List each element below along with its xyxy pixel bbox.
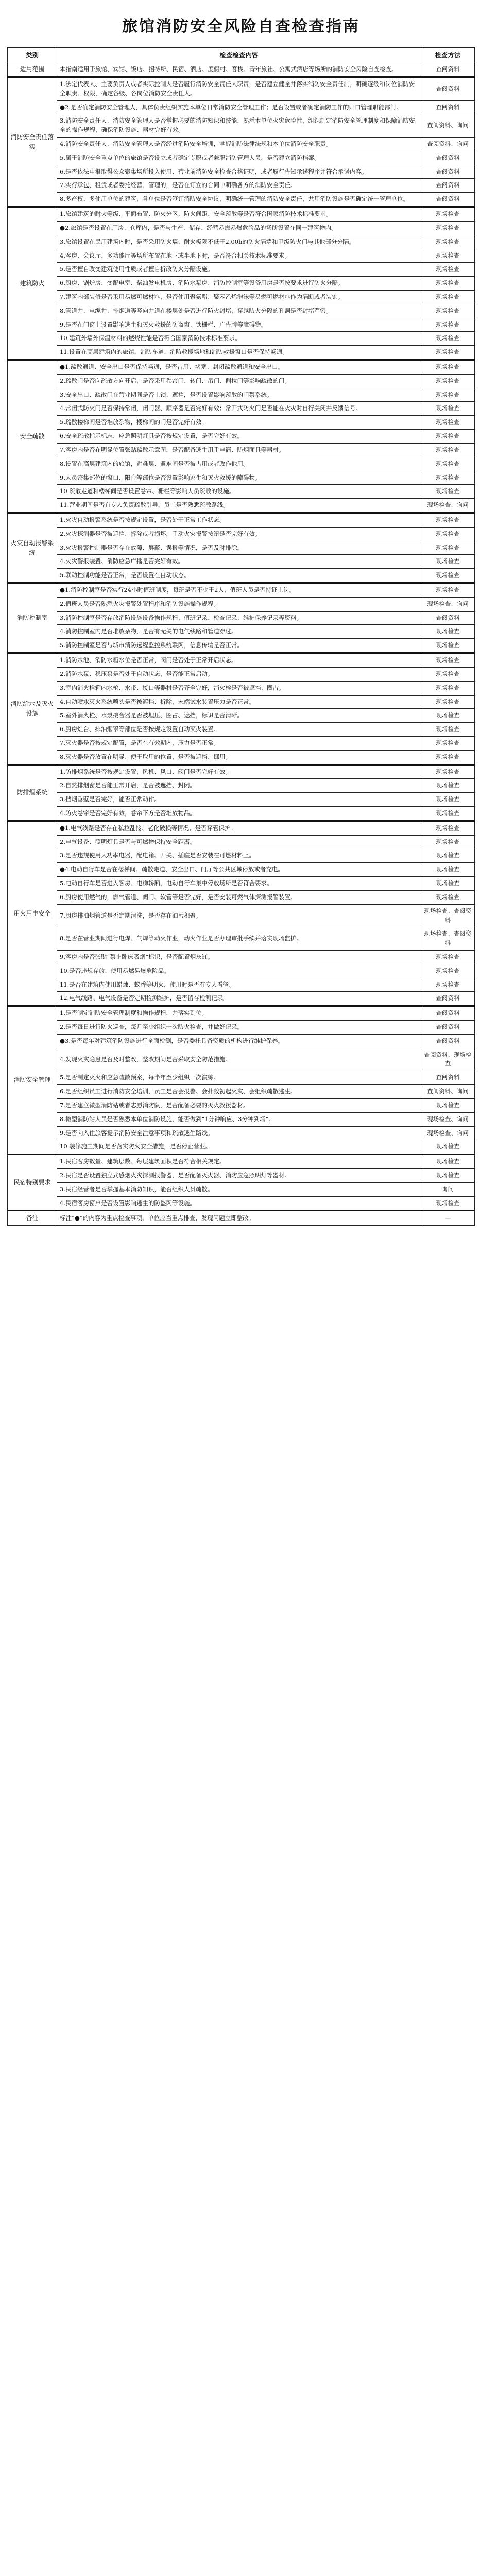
table-row — [8, 1126, 475, 1140]
method-cell: 现场检查 — [421, 978, 475, 992]
content-cell: 3.火灾报警控制器是否存在故障、屏蔽、误报等情况，是否及时排除。 — [57, 541, 421, 555]
method-cell: 查阅资料 — [421, 179, 475, 193]
method-cell: 现场检查 — [421, 625, 475, 639]
method-cell: 现场检查 — [421, 346, 475, 360]
method-cell: 现场检查、询问 — [421, 597, 475, 611]
method-cell: 现场检查 — [421, 416, 475, 430]
content-cell: 4.消防控制室内是否堆放杂物，是否有无关的电气线路和管道穿过。 — [57, 625, 421, 639]
table-row — [8, 1071, 475, 1085]
method-cell: 查阅资料 — [421, 151, 475, 165]
method-cell: 现场检查 — [421, 235, 475, 249]
method-cell: 现场检查 — [421, 318, 475, 332]
content-cell: 6.厨房灶台、排油烟罩等部位是否按规定设置自动灭火装置。 — [57, 723, 421, 737]
table-row — [8, 625, 475, 639]
table-row — [8, 611, 475, 625]
table-row — [8, 1034, 475, 1048]
content-cell: 5.是否制定灭火和应急疏散预案，每半年至少组织一次演练。 — [57, 1071, 421, 1085]
table-row — [8, 583, 475, 598]
table-row — [8, 304, 475, 318]
method-cell: 现场检查 — [421, 249, 475, 263]
content-cell: 4.自动喷水灭火系统喷头是否被遮挡、拆除，末端试水装置压力是否正常。 — [57, 695, 421, 709]
method-cell: 现场检查 — [421, 821, 475, 835]
table-row — [8, 221, 475, 235]
table-row — [8, 1168, 475, 1182]
table-body — [8, 62, 475, 1226]
method-cell: 查阅资料 — [421, 611, 475, 625]
table-row — [8, 138, 475, 151]
content-cell: 5.电动自行车是否进入客房、电梯轿厢，电动自行车集中停放场所是否符合要求。 — [57, 877, 421, 891]
method-cell: 现场检查 — [421, 485, 475, 499]
table-row — [8, 877, 475, 891]
method-cell: 查阅资料、询问 — [421, 114, 475, 138]
table-row — [8, 179, 475, 193]
method-cell: 现场检查 — [421, 277, 475, 291]
content-cell: 2.消防水泵、稳压泵是否处于自动状态，是否能正常启动。 — [57, 667, 421, 681]
method-cell: 现场检查 — [421, 583, 475, 598]
content-cell: 10.建筑外墙外保温材料的燃烧性能是否符合国家消防技术标准要求。 — [57, 332, 421, 346]
method-cell: 现场检查 — [421, 374, 475, 388]
method-cell: 查阅资料 — [421, 165, 475, 179]
content-cell: 2.是否每日进行防火巡查，每月至少组织一次防火检查，并做好记录。 — [57, 1021, 421, 1035]
content-cell: 1.防排烟系统是否按规定设置，风机、风口、阀门是否完好有效。 — [57, 765, 421, 779]
table-row — [8, 277, 475, 291]
content-cell: 3.旅馆设置在民用建筑内时，是否采用防火墙、耐火极限不低于2.00h的防火隔墙和甲级防火门与其他部分分隔。 — [57, 235, 421, 249]
method-cell: 查阅资料 — [421, 100, 475, 114]
table-row — [8, 207, 475, 222]
table-row — [8, 499, 475, 513]
content-cell: ●1.电气线路是否存在私拉乱接、老化破损等情况，是否穿管保护。 — [57, 821, 421, 835]
table-row — [8, 569, 475, 583]
method-cell: 查阅资料 — [421, 1021, 475, 1035]
table-row — [8, 835, 475, 849]
content-cell: 11.是否在建筑内使用蜡烛、蚊香等明火，使用时是否有专人看管。 — [57, 978, 421, 992]
inspection-table — [7, 47, 475, 1226]
method-cell: 现场检查 — [421, 653, 475, 668]
category-cell: 火灾自动报警系统 — [8, 513, 57, 583]
content-cell: 4.发现火灾隐患是否及时整改，整改期间是否采取安全防范措施。 — [57, 1048, 421, 1071]
method-cell: 现场检查 — [421, 471, 475, 485]
method-cell: 现场检查 — [421, 964, 475, 978]
category-cell: 安全疏散 — [8, 360, 57, 513]
content-cell: 6.安全疏散指示标志、应急照明灯具是否按规定设置，是否完好有效。 — [57, 430, 421, 444]
table-row — [8, 151, 475, 165]
category-cell: 建筑防火 — [8, 207, 57, 360]
method-cell: 现场检查 — [421, 513, 475, 527]
method-cell: 现场检查 — [421, 207, 475, 222]
table-row — [8, 1196, 475, 1211]
table-row — [8, 388, 475, 402]
content-cell: 4.火灾警报装置、消防应急广播是否完好有效。 — [57, 555, 421, 569]
content-cell: 3.挡烟垂壁是否完好，能否正常动作。 — [57, 793, 421, 807]
content-cell: 1.民宿客房数量、建筑层数、每层建筑面积是否符合相关规定。 — [57, 1155, 421, 1169]
content-cell: 7.客房内是否在明显位置张贴疏散示意图，是否配备逃生用手电筒、防烟面具等器材。 — [57, 443, 421, 457]
content-cell: 4.防火卷帘是否完好有效，卷帘下方是否堆放物品。 — [57, 807, 421, 821]
method-cell: 现场检查 — [421, 863, 475, 877]
content-cell: 10.装修施工期间是否落实防火安全措施，是否停止营业。 — [57, 1140, 421, 1155]
method-cell: 现场检查 — [421, 304, 475, 318]
table-row — [8, 849, 475, 863]
method-cell: 查阅资料 — [421, 62, 475, 77]
table-row — [8, 904, 475, 927]
content-cell: 3.民宿经营者是否掌握基本消防知识，能否组织人员疏散。 — [57, 1182, 421, 1196]
category-cell: 消防安全管理 — [8, 1006, 57, 1155]
category-cell: 消防控制室 — [8, 583, 57, 653]
method-cell: 现场检查 — [421, 569, 475, 583]
method-cell: 现场检查 — [421, 736, 475, 750]
method-cell: 现场检查 — [421, 555, 475, 569]
content-cell: 本指南适用于旅馆、宾馆、饭店、招待所、民宿、酒店、度假村、客栈、青年旅社、公寓式酒店等场所的消防安全风险自查检查。 — [57, 62, 421, 77]
content-cell: 10.是否违规存放、使用易燃易爆危险品。 — [57, 964, 421, 978]
header-category: 类别 — [8, 48, 57, 62]
method-cell: 查阅资料 — [421, 1006, 475, 1021]
content-cell: 4.民宿客房窗户是否设置影响逃生的防盗网等设施。 — [57, 1196, 421, 1211]
content-cell: 4.消防安全责任人、消防安全管理人是否经过消防安全培训，掌握消防法律法规和本单位消防安全职责。 — [57, 138, 421, 151]
table-row — [8, 527, 475, 541]
table-row — [8, 750, 475, 765]
table-row — [8, 1006, 475, 1021]
method-cell: 现场检查 — [421, 779, 475, 793]
table-row — [8, 1021, 475, 1035]
method-cell: 现场检查 — [421, 890, 475, 904]
method-cell: 现场检查 — [421, 750, 475, 765]
method-cell: 查阅资料 — [421, 1034, 475, 1048]
content-cell: 11.设置在高层建筑内的旅馆，消防车道、消防救援场地和消防救援窗口是否保持畅通。 — [57, 346, 421, 360]
method-cell: 现场检查 — [421, 695, 475, 709]
method-cell: 现场检查、询问 — [421, 1112, 475, 1126]
table-row — [8, 62, 475, 77]
content-cell: 2.疏散门是否向疏散方向开启，是否采用卷帘门、转门、吊门、侧拉门等影响疏散的门。 — [57, 374, 421, 388]
content-cell: 3.消防安全责任人、消防安全管理人是否掌握必要的消防知识和技能，熟悉本单位火灾危险性，组织制定消防安全管理制度和保障消防安全的操作规程，确保消防设施、器材完好有效。 — [57, 114, 421, 138]
table-row — [8, 653, 475, 668]
document-page — [0, 0, 482, 1231]
table-row — [8, 890, 475, 904]
method-cell: 现场检查 — [421, 541, 475, 555]
method-cell: 现场检查 — [421, 402, 475, 416]
method-cell: 现场检查 — [421, 430, 475, 444]
content-cell: 2.自然排烟窗是否能正常开启，是否被遮挡、封闭。 — [57, 779, 421, 793]
content-cell: 5.属于消防安全重点单位的旅馆是否设立或者确定专职或者兼职消防管理人员，是否建立消防档案。 — [57, 151, 421, 165]
table-row — [8, 1048, 475, 1071]
content-cell: ●2.旅馆是否设置在厂房、仓库内，是否与生产、储存、经营易燃易爆危险品的场所设置在同一建筑物内。 — [57, 221, 421, 235]
table-row — [8, 77, 475, 100]
table-row — [8, 332, 475, 346]
content-cell: 7.灭火器是否按规定配置，是否在有效期内，压力是否正常。 — [57, 736, 421, 750]
table-row — [8, 1155, 475, 1169]
content-cell: 1.消防水池、消防水箱水位是否正常，阀门是否处于正常开启状态。 — [57, 653, 421, 668]
method-cell: 现场检查、询问 — [421, 1126, 475, 1140]
header-content: 检查检查内容 — [57, 48, 421, 62]
content-cell: 5.是否擅自改变建筑使用性质或者擅自拆改防火分隔设施。 — [57, 263, 421, 277]
method-cell: 现场检查 — [421, 457, 475, 471]
content-cell: 标注“●”的内容为重点检查事项，单位应当重点排查，发现问题立即整改。 — [57, 1211, 421, 1226]
content-cell: 5.消防控制室是否与城市消防远程监控系统联网，信息传输是否正常。 — [57, 639, 421, 653]
table-row — [8, 695, 475, 709]
method-cell: 现场检查 — [421, 681, 475, 695]
table-row — [8, 807, 475, 821]
table-row — [8, 541, 475, 555]
content-cell: ●1.疏散通道、安全出口是否保持畅通，是否占用、堵塞、封闭疏散通道和安全出口。 — [57, 360, 421, 375]
method-cell: 现场检查 — [421, 221, 475, 235]
header-method: 检查方法 — [421, 48, 475, 62]
table-row — [8, 1182, 475, 1196]
category-cell: 用火用电安全 — [8, 821, 57, 1006]
content-cell: 7.是否建立微型消防站或者志愿消防队，是否配备必要的灭火救援器材。 — [57, 1098, 421, 1112]
content-cell: 10.疏散走道和楼梯间是否设置卷帘、栅栏等影响人员疏散的设施。 — [57, 485, 421, 499]
content-cell: 5.联动控制功能是否正常，是否设置在自动状态。 — [57, 569, 421, 583]
table-row — [8, 430, 475, 444]
content-cell: 3.室内消火栓箱内水枪、水带、接口等器材是否齐全完好，消火栓是否被遮挡、圈占。 — [57, 681, 421, 695]
table-row — [8, 249, 475, 263]
table-header-row — [8, 48, 475, 62]
content-cell: ●2.是否确定消防安全管理人，具体负责组织实施本单位日常消防安全管理工作；是否设置或者确定消防工作的归口管理职能部门。 — [57, 100, 421, 114]
content-cell: 8.管道井、电缆井、排烟道等竖向井道在楼层处是否进行防火封堵，穿越防火分隔的孔洞是否封堵严密。 — [57, 304, 421, 318]
method-cell: 查阅资料 — [421, 1071, 475, 1085]
document-title: 旅馆消防安全风险自查检查指南 — [122, 18, 360, 36]
table-row — [8, 290, 475, 304]
content-cell: 7.实行承包、租赁或者委托经营、管理的，是否在订立的合同中明确各方的消防安全责任。 — [57, 179, 421, 193]
table-row — [8, 723, 475, 737]
table-row — [8, 639, 475, 653]
method-cell: 现场检查 — [421, 639, 475, 653]
method-cell: 现场检查 — [421, 290, 475, 304]
table-row — [8, 360, 475, 375]
method-cell: 查阅资料、询问 — [421, 1085, 475, 1099]
content-cell: 2.火灾探测器是否被遮挡、拆除或者损坏，手动火灾报警按钮是否完好有效。 — [57, 527, 421, 541]
method-cell: 现场检查 — [421, 765, 475, 779]
content-cell: 3.是否违规使用大功率电器，配电箱、开关、插座是否安装在可燃材料上。 — [57, 849, 421, 863]
method-cell: 现场检查 — [421, 1098, 475, 1112]
table-row — [8, 443, 475, 457]
content-cell: 2.民宿是否设置独立式感烟火灾探测报警器，是否配备灭火器、消防应急照明灯等器材。 — [57, 1168, 421, 1182]
content-cell: 8.是否在营业期间进行电焊、气焊等动火作业，动火作业是否办理审批手续并落实现场监护。 — [57, 927, 421, 951]
content-cell: 8.灭火器是否放置在明显、便于取用的位置，是否被遮挡、挪用。 — [57, 750, 421, 765]
method-cell: 现场检查 — [421, 709, 475, 723]
table-row — [8, 471, 475, 485]
content-cell: 1.火灾自动报警系统是否按规定设置，是否处于正常工作状态。 — [57, 513, 421, 527]
category-cell: 适用范围 — [8, 62, 57, 77]
table-row — [8, 100, 475, 114]
category-cell: 消防安全责任落实 — [8, 77, 57, 207]
table-row — [8, 964, 475, 978]
content-cell: 6.厨房使用燃气的，燃气管道、阀门、软管等是否完好，是否安装可燃气体探测报警装置。 — [57, 890, 421, 904]
method-cell: 现场检查 — [421, 332, 475, 346]
content-cell: 6.厨房、锅炉房、变配电室、柴油发电机房、消防水泵房、消防控制室等设备用房是否按要求进行防火分隔。 — [57, 277, 421, 291]
content-cell: 1.旅馆建筑的耐火等级、平面布置、防火分区、防火间距、安全疏散等是否符合国家消防技术标准要求。 — [57, 207, 421, 222]
method-cell: 现场检查 — [421, 950, 475, 964]
method-cell: 现场检查 — [421, 807, 475, 821]
content-cell: 1.是否制定消防安全管理制度和操作规程，并落实到位。 — [57, 1006, 421, 1021]
table-row — [8, 193, 475, 207]
table-row — [8, 235, 475, 249]
content-cell: 1.法定代表人、主要负责人或者实际控制人是否履行消防安全责任人职责，是否建立健全并落实消防安全责任制，明确逐级和岗位消防安全职责、权限，确定各级、各岗位消防安全责任人。 — [57, 77, 421, 100]
content-cell: 4.常闭式防火门是否保持常闭，闭门器、顺序器是否完好有效；常开式防火门是否能在火灾时自行关闭并反馈信号。 — [57, 402, 421, 416]
content-cell: 8.设置在高层建筑内的旅馆，避难层、避难间是否被占用或者改作他用。 — [57, 457, 421, 471]
method-cell: 现场检查、查阅资料 — [421, 904, 475, 927]
table-row — [8, 114, 475, 138]
content-cell: 2.值班人员是否熟悉火灾报警处置程序和消防设施操作规程。 — [57, 597, 421, 611]
method-cell: 查阅资料 — [421, 77, 475, 100]
method-cell: 现场检查 — [421, 877, 475, 891]
method-cell: 现场检查 — [421, 527, 475, 541]
table-row — [8, 597, 475, 611]
table-row — [8, 402, 475, 416]
table-row — [8, 1112, 475, 1126]
table-row — [8, 1098, 475, 1112]
table-row — [8, 165, 475, 179]
method-cell: 现场检查 — [421, 388, 475, 402]
table-row — [8, 1211, 475, 1226]
content-cell: 9.是否向入住旅客提示消防安全注意事项和疏散逃生路线。 — [57, 1126, 421, 1140]
category-cell: 消防给水及灭火设施 — [8, 653, 57, 765]
table-row — [8, 992, 475, 1006]
content-cell: 12.电气线路、电气设备是否定期检测维护，是否留存检测记录。 — [57, 992, 421, 1006]
method-cell: 现场检查、询问 — [421, 499, 475, 513]
table-row — [8, 927, 475, 951]
method-cell: 现场检查 — [421, 667, 475, 681]
table-row — [8, 555, 475, 569]
method-cell: 现场检查 — [421, 1155, 475, 1169]
table-row — [8, 863, 475, 877]
table-row — [8, 1085, 475, 1099]
content-cell: 11.营业期间是否有专人负责疏散引导，员工是否熟悉疏散路线。 — [57, 499, 421, 513]
table-row — [8, 950, 475, 964]
method-cell: 现场检查 — [421, 1168, 475, 1182]
table-row — [8, 978, 475, 992]
table-row — [8, 736, 475, 750]
method-cell: 现场检查 — [421, 793, 475, 807]
method-cell: 现场检查 — [421, 723, 475, 737]
content-cell: 8.微型消防站人员是否熟悉本单位消防设施，能否做到“1分钟响应、3分钟到场”。 — [57, 1112, 421, 1126]
content-cell: 3.安全出口、疏散门在营业期间是否上锁、遮挡，是否设置影响疏散的门禁系统。 — [57, 388, 421, 402]
method-cell: 现场检查 — [421, 360, 475, 375]
content-cell: ●4.电动自行车是否在楼梯间、疏散走道、安全出口、门厅等公共区域停放或者充电。 — [57, 863, 421, 877]
table-row — [8, 793, 475, 807]
category-cell: 防排烟系统 — [8, 765, 57, 821]
content-cell: 5.疏散楼梯间是否堆放杂物，楼梯间的门是否完好有效。 — [57, 416, 421, 430]
method-cell: 现场检查、查阅资料 — [421, 927, 475, 951]
table-row — [8, 416, 475, 430]
method-cell: 查阅资料、询问 — [421, 138, 475, 151]
content-cell: 7.建筑内部装修是否采用易燃可燃材料，是否使用聚氨酯、聚苯乙烯泡沫等易燃可燃材料作为隔断或者装饰。 — [57, 290, 421, 304]
table-row — [8, 681, 475, 695]
method-cell: — — [421, 1211, 475, 1226]
category-cell: 民宿特别要求 — [8, 1155, 57, 1211]
table-row — [8, 709, 475, 723]
table-row — [8, 263, 475, 277]
table-row — [8, 513, 475, 527]
table-row — [8, 1140, 475, 1155]
category-cell: 备注 — [8, 1211, 57, 1226]
method-cell: 查阅资料 — [421, 193, 475, 207]
method-cell: 现场检查 — [421, 1196, 475, 1211]
content-cell: 9.客房内是否张贴“禁止卧床吸烟”标识，是否配置烟灰缸。 — [57, 950, 421, 964]
table-row — [8, 485, 475, 499]
method-cell: 现场检查 — [421, 835, 475, 849]
table-row — [8, 821, 475, 835]
content-cell: 9.是否在门窗上设置影响逃生和灭火救援的防盗窗、铁栅栏、广告牌等障碍物。 — [57, 318, 421, 332]
content-cell: 4.客房、会议厅、多功能厅等场所布置在地下或半地下时，是否符合相关技术标准要求。 — [57, 249, 421, 263]
method-cell: 现场检查 — [421, 1140, 475, 1155]
content-cell: 6.是否组织员工进行消防安全培训，员工是否会报警、会扑救初起火灾、会组织疏散逃生。 — [57, 1085, 421, 1099]
content-cell: ●3.是否每年对建筑消防设施进行全面检测，是否委托具备资质的机构进行维护保养。 — [57, 1034, 421, 1048]
table-row — [8, 779, 475, 793]
content-cell: 6.是否依法申报取得公众聚集场所投入使用、营业前消防安全检查合格证明，或者履行告知承诺程序并符合承诺内容。 — [57, 165, 421, 179]
table-row — [8, 318, 475, 332]
content-cell: ●1.消防控制室是否实行24小时值班制度，每班是否不少于2人，值班人员是否持证上岗。 — [57, 583, 421, 598]
method-cell: 现场检查 — [421, 263, 475, 277]
table-row — [8, 346, 475, 360]
method-cell: 询问 — [421, 1182, 475, 1196]
method-cell: 查阅资料 — [421, 992, 475, 1006]
method-cell: 现场检查 — [421, 849, 475, 863]
table-row — [8, 374, 475, 388]
content-cell: 2.电气设备、照明灯具是否与可燃物保持安全距离。 — [57, 835, 421, 849]
content-cell: 9.人员密集部位的窗口、阳台等部位是否设置影响逃生和灭火救援的障碍物。 — [57, 471, 421, 485]
content-cell: 3.消防控制室是否存放消防设施设备操作规程、值班记录、检查记录、维护保养记录等资料。 — [57, 611, 421, 625]
content-cell: 5.室外消火栓、水泵接合器是否被埋压、圈占、遮挡，标识是否清晰。 — [57, 709, 421, 723]
table-row — [8, 457, 475, 471]
content-cell: 7.厨房排油烟管道是否定期清洗，是否存在油污积聚。 — [57, 904, 421, 927]
table-row — [8, 667, 475, 681]
method-cell: 查阅资料、现场检查 — [421, 1048, 475, 1071]
method-cell: 现场检查 — [421, 443, 475, 457]
table-row — [8, 765, 475, 779]
content-cell: 8.多产权、多使用单位的建筑，各单位是否签订消防安全协议，明确统一管理的消防安全责任，共用消防设施是否确定统一管理单位。 — [57, 193, 421, 207]
